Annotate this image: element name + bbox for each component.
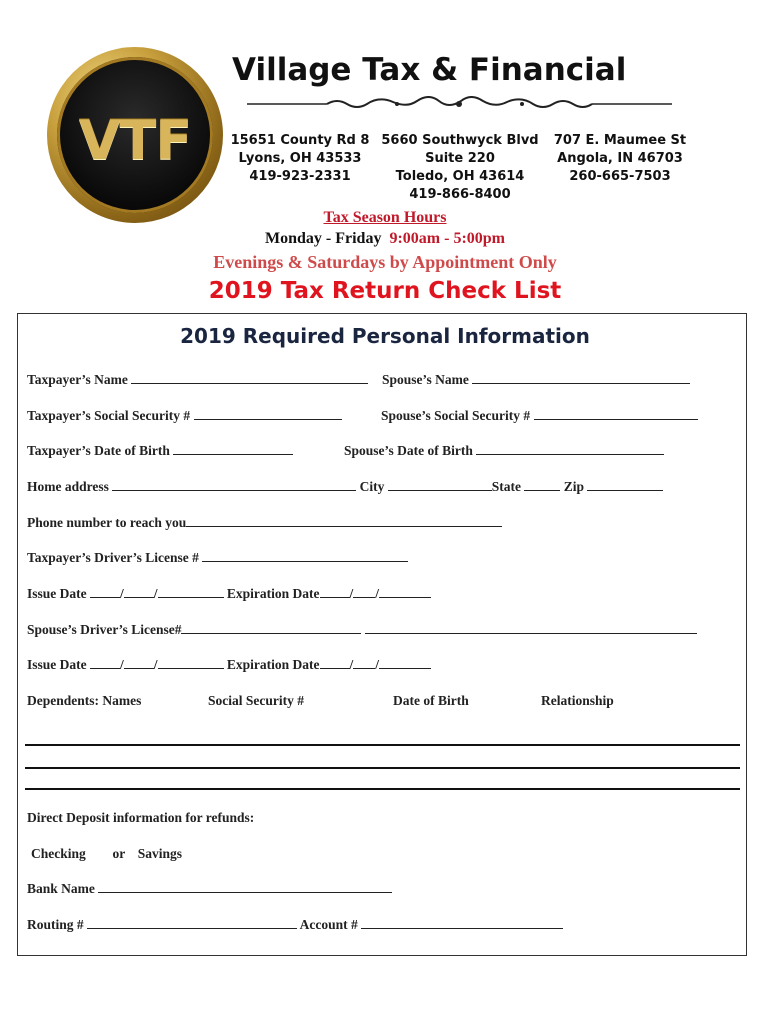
- date-slash: /: [375, 657, 380, 672]
- spouse-dob-field[interactable]: [476, 443, 664, 455]
- zip-label: Zip: [563, 479, 585, 494]
- spouse-dl-dates-row: [27, 657, 431, 673]
- spouse-name-field[interactable]: [472, 372, 690, 384]
- expiration-day-field[interactable]: [353, 657, 375, 669]
- date-slash: /: [153, 586, 158, 601]
- evenings-note: Evenings & Saturdays by Appointment Only: [213, 252, 557, 272]
- spouse-ssn-field[interactable]: [534, 408, 698, 420]
- taxpayer-ssn-label: Taxpayer’s Social Security #: [27, 408, 191, 423]
- date-slash: /: [153, 657, 158, 672]
- taxpayer-name-row: [27, 372, 368, 388]
- taxpayer-dl-label: Taxpayer’s Driver’s License #: [27, 550, 199, 565]
- expiration-date-label: Expiration Date: [226, 657, 320, 672]
- spouse-dob-row: [344, 443, 664, 459]
- dependents-ssn-heading: Social Security #: [208, 693, 304, 708]
- page-title: 2019 Tax Return Check List: [208, 278, 562, 304]
- logo-text: VTF: [78, 109, 192, 172]
- spouse-dl-field-extra[interactable]: [365, 622, 697, 634]
- dependent-line-3[interactable]: [25, 788, 740, 790]
- or-label: or: [112, 846, 126, 861]
- bank-name-row: [27, 881, 392, 897]
- state-label: State: [491, 479, 522, 494]
- office-address-line: Lyons, OH 43533: [238, 151, 362, 166]
- home-address-field[interactable]: [112, 479, 356, 491]
- bank-name-label: Bank Name: [27, 881, 95, 896]
- taxpayer-dl-dates-row: [27, 586, 431, 602]
- phone-label: Phone number to reach you: [27, 515, 187, 530]
- spouse-dl-field[interactable]: [181, 622, 361, 634]
- hours-days: Monday - Friday: [265, 230, 382, 247]
- checking-option[interactable]: Checking: [31, 846, 86, 861]
- state-field[interactable]: [524, 479, 560, 491]
- expiration-month-field[interactable]: [320, 657, 350, 669]
- office-lyons: [230, 132, 370, 186]
- dependents-relationship-heading: Relationship: [541, 693, 614, 708]
- office-address-line: Angola, IN 46703: [557, 151, 683, 166]
- zip-field[interactable]: [587, 479, 663, 491]
- dependent-line-1[interactable]: [25, 744, 740, 746]
- taxpayer-name-label: Taxpayer’s Name: [27, 372, 128, 387]
- spouse-dl-label: Spouse’s Driver’s License#: [27, 622, 182, 637]
- taxpayer-dob-label: Taxpayer’s Date of Birth: [27, 443, 170, 458]
- issue-date-day-field[interactable]: [124, 586, 154, 598]
- date-slash: /: [120, 586, 124, 601]
- office-phone: 419-866-8400: [409, 187, 511, 202]
- office-phone: 419-923-2331: [249, 169, 351, 184]
- hours-times: 9:00am - 5:00pm: [389, 230, 505, 247]
- issue-date-month-field[interactable]: [90, 657, 120, 669]
- date-slash: /: [349, 657, 354, 672]
- office-phone: 260-665-7503: [569, 169, 671, 184]
- savings-option[interactable]: Savings: [137, 846, 183, 861]
- dependents-names-heading: Dependents: Names: [27, 693, 142, 708]
- company-name: Village Tax & Financial: [232, 52, 627, 88]
- spouse-ssn-label: Spouse’s Social Security #: [381, 408, 531, 423]
- bank-name-field[interactable]: [98, 881, 392, 893]
- dependents-dob-heading: Date of Birth: [393, 693, 469, 708]
- taxpayer-dl-field[interactable]: [202, 550, 408, 562]
- taxpayer-dob-row: [27, 443, 293, 459]
- logo-emblem: [57, 57, 213, 213]
- dependent-line-2[interactable]: [25, 767, 740, 769]
- spouse-dl-row: [27, 622, 697, 638]
- home-address-label: Home address: [27, 479, 109, 494]
- date-slash: /: [375, 586, 380, 601]
- routing-account-row: [27, 917, 563, 933]
- expiration-year-field[interactable]: [379, 586, 431, 598]
- taxpayer-name-field[interactable]: [131, 372, 368, 384]
- taxpayer-dl-row: [27, 550, 408, 566]
- section-title: 2019 Required Personal Information: [180, 324, 590, 348]
- routing-label: Routing #: [27, 917, 84, 932]
- office-address-line: 5660 Southwyck Blvd: [381, 133, 539, 148]
- city-field[interactable]: [388, 479, 492, 491]
- account-type-row: [31, 846, 182, 862]
- routing-field[interactable]: [87, 917, 297, 929]
- expiration-month-field[interactable]: [320, 586, 350, 598]
- account-field[interactable]: [361, 917, 563, 929]
- hours-line: [0, 230, 770, 248]
- flourish-divider: [247, 96, 672, 112]
- taxpayer-ssn-field[interactable]: [194, 408, 342, 420]
- taxpayer-dob-field[interactable]: [173, 443, 293, 455]
- company-logo: [47, 47, 223, 223]
- phone-row: [27, 515, 502, 531]
- office-angola: [550, 132, 690, 186]
- office-address-line: Toledo, OH 43614: [395, 169, 525, 184]
- expiration-date-label: Expiration Date: [226, 586, 320, 601]
- issue-date-year-field[interactable]: [158, 586, 224, 598]
- spouse-dob-label: Spouse’s Date of Birth: [344, 443, 473, 458]
- city-label: City: [359, 479, 385, 494]
- issue-date-label: Issue Date: [27, 586, 87, 601]
- home-address-row: [27, 479, 663, 495]
- phone-field[interactable]: [186, 515, 502, 527]
- taxpayer-ssn-row: [27, 408, 342, 424]
- office-address-line: 707 E. Maumee St: [553, 133, 687, 148]
- issue-date-label: Issue Date: [27, 657, 87, 672]
- issue-date-month-field[interactable]: [90, 586, 120, 598]
- issue-date-day-field[interactable]: [124, 657, 154, 669]
- office-address-line: 15651 County Rd 8: [230, 133, 370, 148]
- issue-date-year-field[interactable]: [158, 657, 224, 669]
- spouse-ssn-row: [381, 408, 698, 424]
- expiration-day-field[interactable]: [353, 586, 375, 598]
- office-address-line: Suite 220: [425, 151, 495, 166]
- account-label: Account #: [299, 917, 358, 932]
- direct-deposit-heading: Direct Deposit information for refunds:: [27, 810, 255, 825]
- office-toledo: [380, 132, 540, 204]
- spouse-name-label: Spouse’s Name: [382, 372, 469, 387]
- date-slash: /: [349, 586, 354, 601]
- date-slash: /: [120, 657, 124, 672]
- spouse-name-row: [382, 372, 690, 388]
- hours-title: Tax Season Hours: [323, 209, 447, 226]
- expiration-year-field[interactable]: [379, 657, 431, 669]
